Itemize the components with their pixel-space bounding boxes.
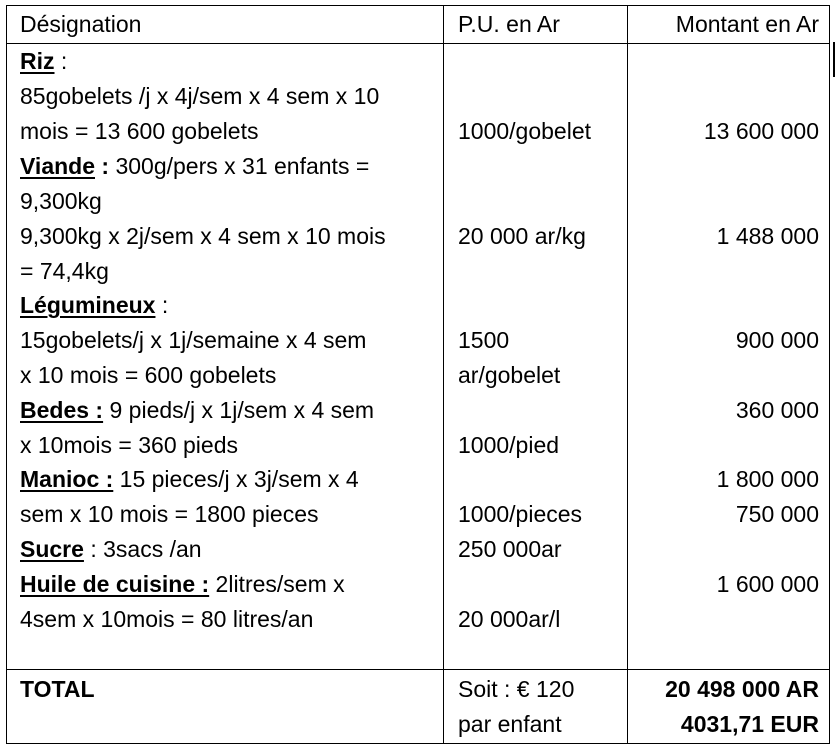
- manioc-line2: sem x 10 mois = 1800 pieces: [20, 501, 319, 527]
- riz-line2: mois = 13 600 gobelets: [20, 118, 259, 144]
- riz-montant: 13 600 000: [703, 118, 819, 144]
- legumineux-pu-line2: ar/gobelet: [458, 362, 561, 388]
- manioc-name: Manioc :: [20, 466, 114, 492]
- huile-line2: 4sem x 10mois = 80 litres/an: [20, 606, 314, 632]
- column-divider-2: [627, 5, 628, 744]
- legumineux-pu-line1: 1500: [458, 327, 510, 353]
- legumineux-name: Légumineux: [20, 292, 156, 318]
- bedes-line1: 9 pieds/j x 1j/sem x 4 sem: [103, 397, 375, 423]
- total-divider: [6, 669, 829, 670]
- viande-montant: 1 488 000: [716, 223, 819, 249]
- manioc-title: [20, 462, 359, 497]
- riz-line1: 85gobelets /j x 4j/sem x 4 sem x 10: [20, 83, 380, 109]
- viande-line3: 9,300kg x 2j/sem x 4 sem x 10 mois: [20, 223, 386, 249]
- manioc-pu: 1000/pieces: [458, 501, 583, 527]
- edge-mark: [833, 42, 835, 77]
- header-designation: Désignation: [20, 11, 142, 37]
- huile-pu: 20 000ar/l: [458, 606, 561, 632]
- header-montant: Montant en Ar: [675, 11, 819, 37]
- bedes-montant: 360 000: [735, 397, 819, 423]
- table-border-right: [829, 5, 830, 744]
- column-divider-1: [443, 5, 444, 744]
- header-divider: [6, 43, 829, 44]
- bedes-line2: x 10mois = 360 pieds: [20, 432, 238, 458]
- viande-title: [20, 149, 369, 184]
- table-border-bottom: [6, 743, 829, 744]
- riz-pu: 1000/gobelet: [458, 118, 592, 144]
- sucre-name: Sucre: [20, 536, 84, 562]
- legumineux-line1: 15gobelets/j x 1j/semaine x 4 sem: [20, 327, 367, 353]
- manioc-montant: 1 800 000: [716, 466, 819, 492]
- table-border-top: [6, 5, 829, 6]
- bedes-pu: 1000/pied: [458, 432, 560, 458]
- riz-sep: :: [54, 48, 68, 74]
- huile-montant: 1 600 000: [716, 571, 819, 597]
- viande-name: Viande: [20, 153, 95, 179]
- table-border-left: [6, 5, 7, 744]
- riz-name: Riz: [20, 48, 55, 74]
- huile-line1: 2litres/sem x: [209, 571, 345, 597]
- riz-title: [20, 44, 67, 79]
- viande-line4: = 74,4kg: [20, 258, 109, 284]
- viande-pu: 20 000 ar/kg: [458, 223, 586, 249]
- legumineux-sep: :: [155, 292, 169, 318]
- sucre-line1: : 3sacs /an: [83, 536, 202, 562]
- total-label: TOTAL: [20, 676, 95, 702]
- viande-line2: 9,300kg: [20, 188, 102, 214]
- manioc-line1: 15 pieces/j x 3j/sem x 4: [113, 466, 359, 492]
- header-pu: P.U. en Ar: [458, 11, 560, 37]
- bedes-title: [20, 393, 374, 428]
- sucre-montant: 750 000: [735, 501, 819, 527]
- legumineux-title: [20, 288, 168, 323]
- total-montant-eur: 4031,71 EUR: [680, 711, 819, 737]
- legumineux-line2: x 10 mois = 600 gobelets: [20, 362, 277, 388]
- viande-line1: 300g/pers x 31 enfants =: [109, 153, 370, 179]
- huile-name: Huile de cuisine :: [20, 571, 210, 597]
- sucre-pu: 250 000ar: [458, 536, 562, 562]
- bedes-name: Bedes :: [20, 397, 104, 423]
- sucre-title: [20, 532, 202, 567]
- total-pu-line1: Soit : € 120: [458, 676, 575, 702]
- total-pu-line2: par enfant: [458, 711, 562, 737]
- legumineux-montant: 900 000: [735, 327, 819, 353]
- total-montant-ar: 20 498 000 AR: [665, 676, 819, 702]
- viande-sep: :: [95, 153, 110, 179]
- huile-title: [20, 567, 345, 602]
